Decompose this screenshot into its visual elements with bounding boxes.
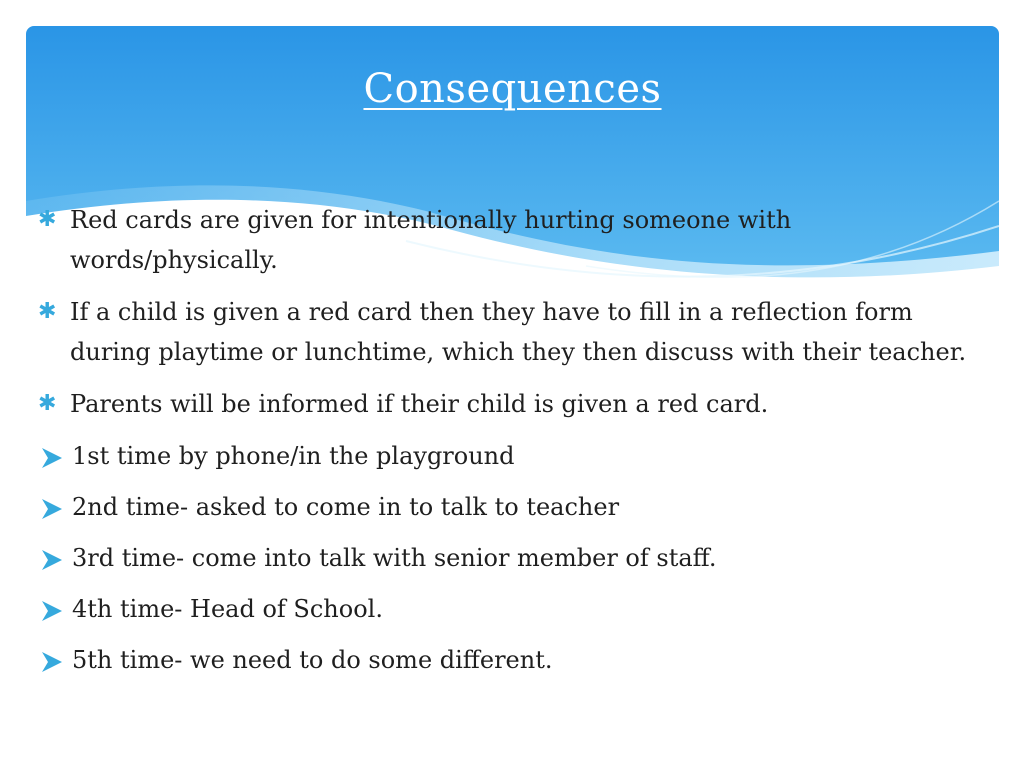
list-item xyxy=(38,200,988,280)
slide-title: Consequences xyxy=(363,66,662,112)
list-item xyxy=(38,640,988,680)
list-item-text: 2nd time- asked to come in to talk to teacher xyxy=(72,493,620,521)
asterisk-bullet-icon: ✱ xyxy=(38,299,57,324)
arrow-bullet-icon xyxy=(40,648,64,688)
arrow-bullet-icon xyxy=(40,546,64,586)
list-item-text: If a child is given a red card then they have to fill in a reflection form during playtime or lunchtime, which they then discuss with their teacher. xyxy=(70,298,967,366)
list-item xyxy=(38,589,988,629)
list-item xyxy=(38,538,988,578)
list-item-text: 3rd time- come into talk with senior member of staff. xyxy=(72,544,717,572)
list-item xyxy=(38,292,988,372)
list-item xyxy=(38,384,988,424)
list-item xyxy=(38,487,988,527)
list-item xyxy=(38,436,988,476)
arrow-bullet-icon xyxy=(40,495,64,535)
list-item-text: 1st time by phone/in the playground xyxy=(72,442,515,470)
asterisk-bullet-icon: ✱ xyxy=(38,391,57,416)
list-item-text: Red cards are given for intentionally hurting someone with words/physically. xyxy=(70,206,792,274)
arrow-bullet-icon xyxy=(40,597,64,637)
list-item-text: 4th time- Head of School. xyxy=(72,595,383,623)
list-item-text: 5th time- we need to do some different. xyxy=(72,646,553,674)
asterisk-bullet-icon: ✱ xyxy=(38,207,57,232)
arrow-bullet-icon xyxy=(40,444,64,484)
bullet-list xyxy=(38,200,988,691)
list-item-text: Parents will be informed if their child is given a red card. xyxy=(70,390,769,418)
